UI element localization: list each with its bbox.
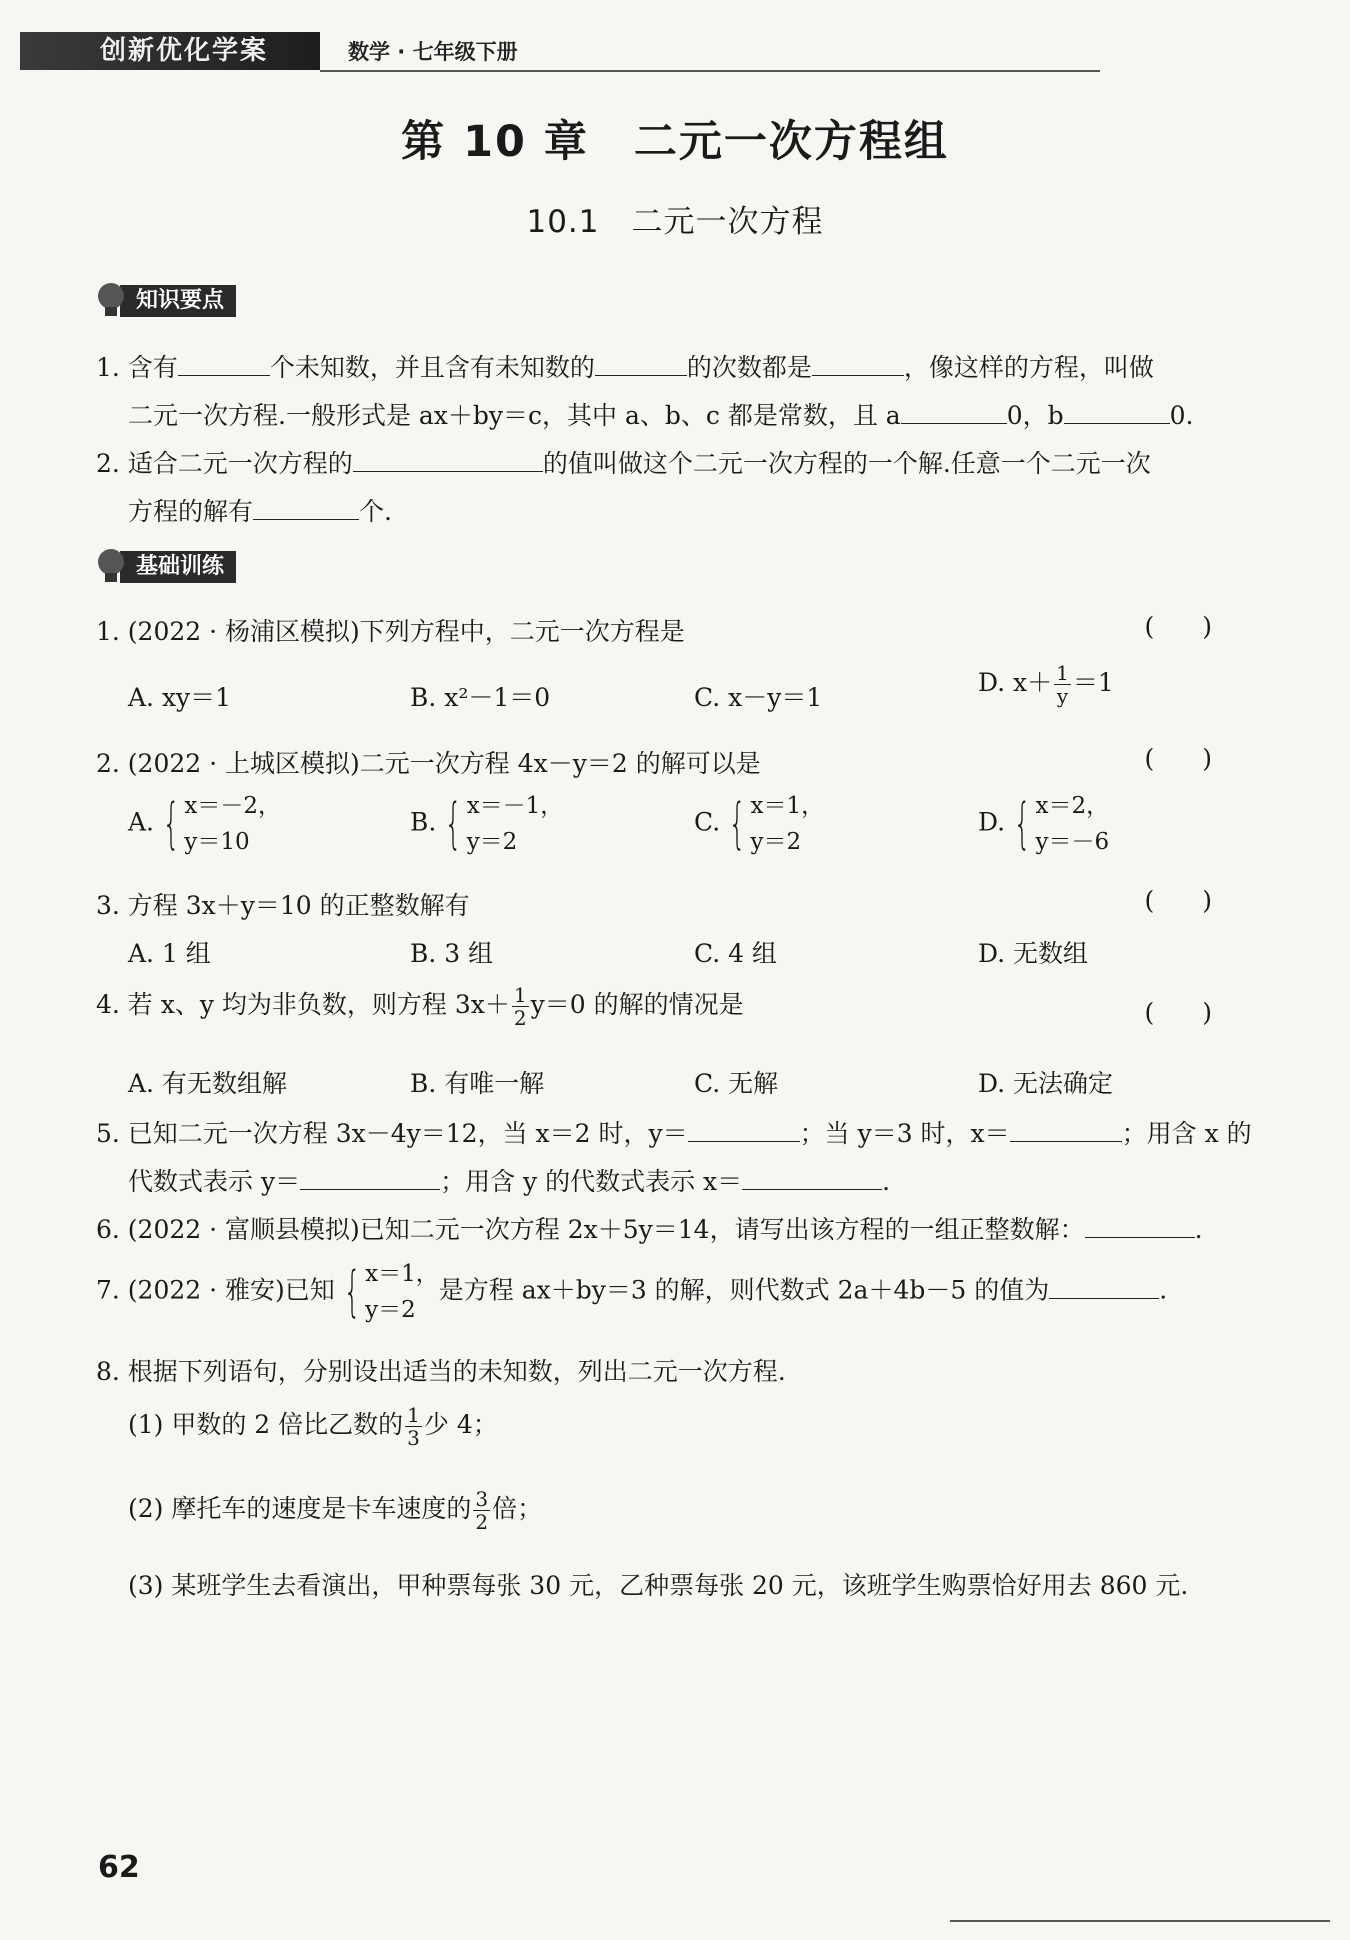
knowledge-point-2-cont: 方程的解有 个. [128, 497, 392, 526]
q2-option-b: B. { x＝－1， y＝2 [410, 792, 564, 855]
question-5: 5. 已知二元一次方程 3x－4y＝12，当 x＝2 时，y＝ ；当 y＝3 时，x＝ ；用含 x 的 [96, 1119, 1252, 1148]
q4-option-c: C. 无解 [694, 1069, 779, 1098]
question-8-stem: 8. 根据下列语句，分别设出适当的未知数，列出二元一次方程. [96, 1357, 786, 1386]
knowledge-point-1-cont: 二元一次方程.一般形式是 ax＋by＝c，其中 a、b、c 都是常数，且 a 0，b 0. [128, 401, 1194, 430]
q1-option-d: D. x＋ $\frac{1}{y}$ ＝1 [978, 661, 1114, 708]
q1-option-a: A. xy＝1 [128, 683, 232, 712]
question-3-stem: 3. 方程 3x＋y＝10 的正整数解有 [96, 891, 470, 920]
basic-tag-label: 基础训练 [120, 551, 236, 583]
question-8-part-2: (2) 摩托车的速度是卡车速度的 $\frac{3}{2}$ 倍； [128, 1487, 543, 1534]
q1-option-b: B. x²－1＝0 [410, 683, 551, 712]
chapter-title: 第 10 章 二元一次方程组 [401, 117, 949, 167]
section-title: 10.1 二元一次方程 [526, 204, 824, 240]
q4-option-a: A. 有无数组解 [128, 1069, 287, 1098]
answer-parentheses: () [1144, 744, 1260, 773]
header-subject: 数学 · 七年级下册 [348, 40, 518, 64]
question-2-stem: 2. (2022 · 上城区模拟)二元一次方程 4x－y＝2 的解可以是 [96, 749, 761, 778]
q1-option-c: C. x－y＝1 [694, 683, 823, 712]
q4-option-b: B. 有唯一解 [410, 1069, 545, 1098]
question-5-cont: 代数式表示 y＝ ；用含 y 的代数式表示 x＝ . [128, 1167, 891, 1196]
brand-logo: 创新优化学案 [20, 32, 320, 70]
header-divider [320, 70, 1100, 72]
question-4-stem: 4. 若 x、y 均为非负数，则方程 3x＋ $\frac{1}{2}$ y＝0 的解的情况是 [96, 983, 744, 1030]
running-header [20, 32, 1320, 72]
q3-option-d: D. 无数组 [978, 939, 1089, 968]
question-6: 6. (2022 · 富顺县模拟)已知二元一次方程 2x＋5y＝14，请写出该方程的一组正整数解： . [96, 1215, 1203, 1244]
q3-option-b: B. 3 组 [410, 939, 494, 968]
q2-option-a: A. { x＝－2， y＝10 [128, 792, 281, 855]
footer-divider [950, 1920, 1330, 1922]
knowledge-point-1: 1. 含有 个未知数，并且含有未知数的 的次数都是 ，像这样的方程，叫做 [96, 353, 1154, 382]
q4-option-d: D. 无法确定 [978, 1069, 1114, 1098]
question-8-part-3: (3) 某班学生去看演出，甲种票每张 30 元，乙种票每张 20 元，该班学生购票恰好用去 860 元. [128, 1571, 1189, 1600]
lightbulb-icon [96, 282, 126, 320]
q3-option-c: C. 4 组 [694, 939, 777, 968]
answer-parentheses: () [1144, 612, 1260, 641]
knowledge-tag-label: 知识要点 [120, 285, 236, 317]
question-8-part-1: (1) 甲数的 2 倍比乙数的 $\frac{1}{3}$ 少 4； [128, 1403, 498, 1450]
q3-option-a: A. 1 组 [128, 939, 211, 968]
answer-parentheses: () [1144, 998, 1260, 1027]
lightbulb-icon [96, 548, 126, 586]
knowledge-tag [96, 284, 236, 318]
knowledge-point-2: 2. 适合二元一次方程的 的值叫做这个二元一次方程的一个解.任意一个二元一次 [96, 449, 1151, 478]
q2-option-d: D. { x＝2， y＝－6 [978, 792, 1110, 855]
answer-parentheses: () [1144, 886, 1260, 915]
page-number: 62 [98, 1850, 140, 1885]
q2-option-c: C. { x＝1， y＝2 [694, 792, 825, 855]
question-7: 7. (2022 · 雅安)已知 { x＝1， y＝2 是方程 ax＋by＝3 的解，则代数式 2a＋4b－5 的值为 . [96, 1260, 1168, 1323]
basic-tag [96, 550, 236, 584]
question-1-stem: 1. (2022 · 杨浦区模拟)下列方程中，二元一次方程是 [96, 617, 685, 646]
